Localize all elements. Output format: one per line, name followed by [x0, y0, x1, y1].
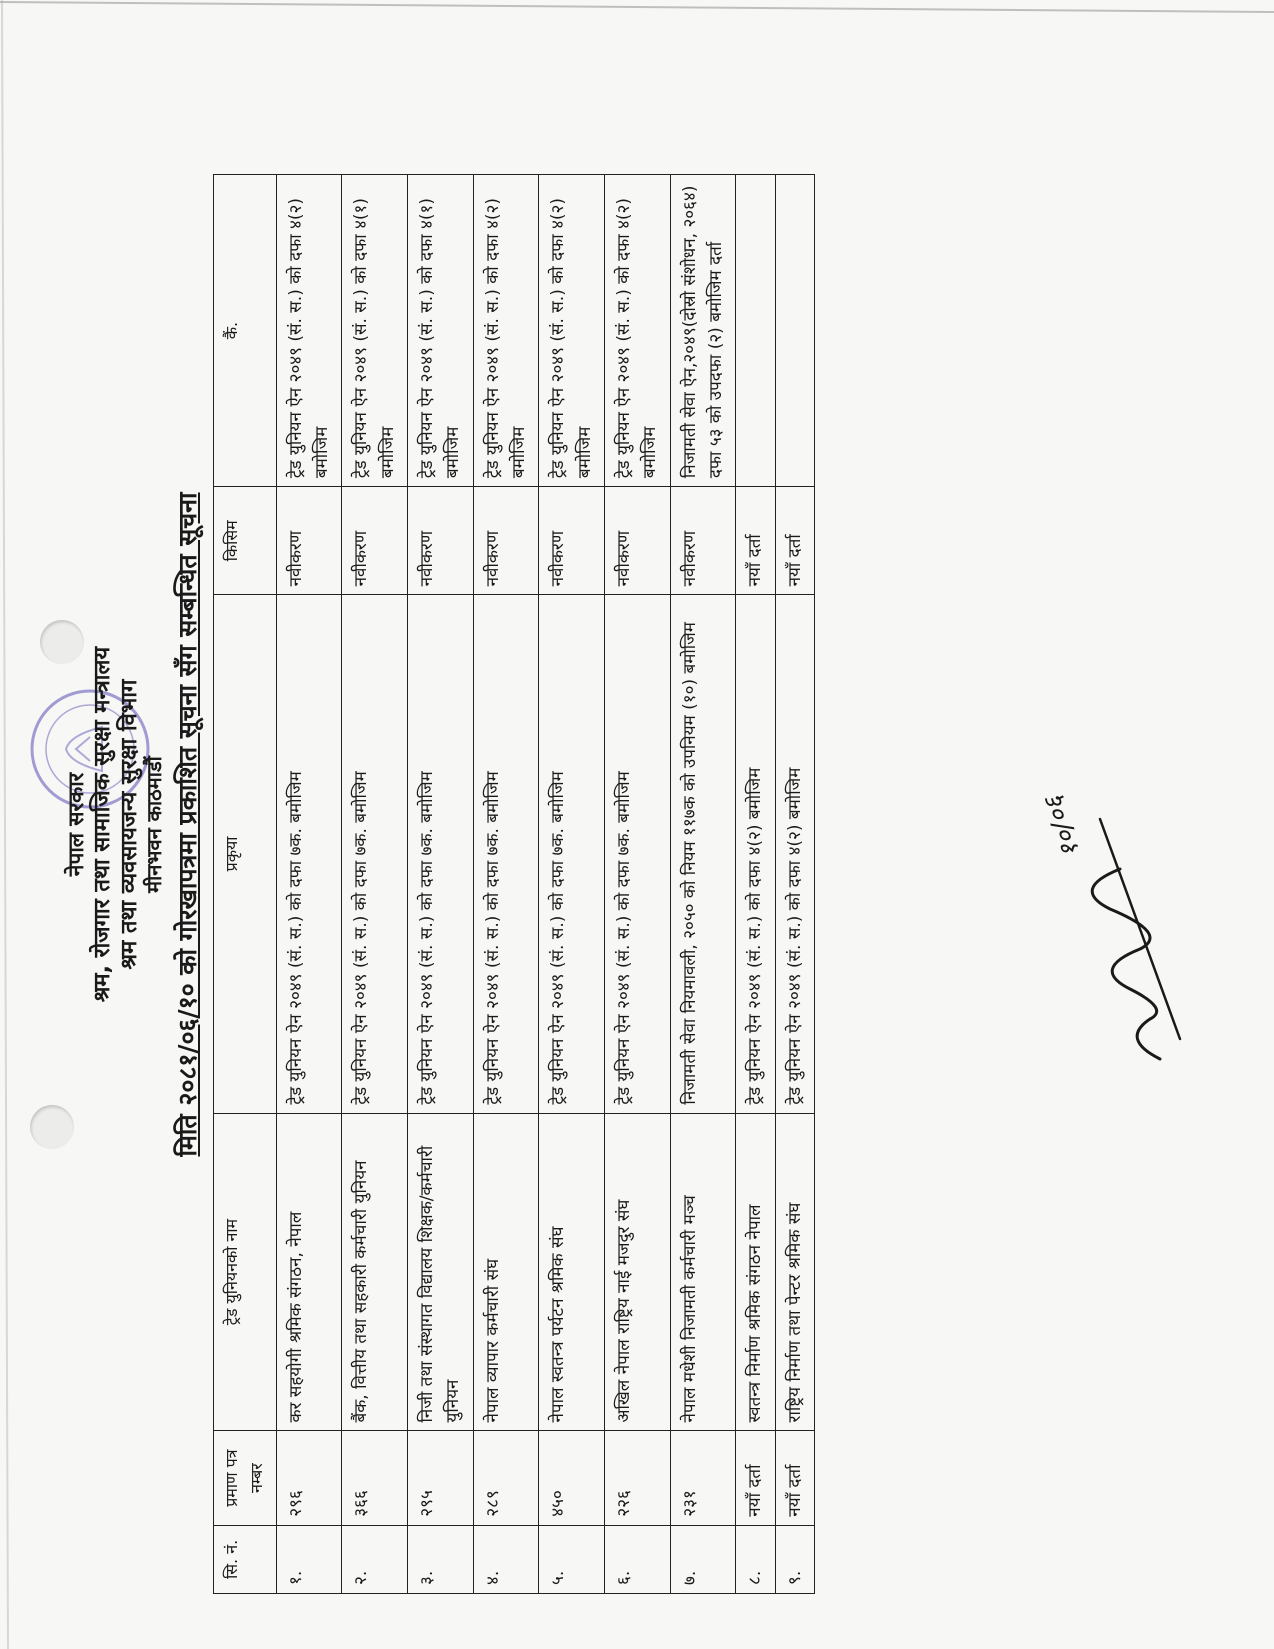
- certificate-number-cell: २९६: [276, 1431, 342, 1525]
- table-row: [407, 175, 473, 1594]
- union-name-cell: नेपाल मधेशी निजामती कर्मचारी मञ्च: [670, 1113, 736, 1431]
- serial-number-cell: ३.: [407, 1525, 473, 1593]
- process-cell: निजामती सेवा नियमावली, २०५० को नियम ११७क को उपनियम (१०) बमोजिम: [670, 595, 736, 1113]
- certificate-number-cell: २३१: [670, 1431, 736, 1525]
- serial-number-cell: ४.: [473, 1525, 539, 1593]
- type-cell: नवीकरण: [342, 487, 408, 595]
- table-row: [473, 175, 539, 1594]
- process-cell: ट्रेड युनियन ऐन २०४९ (सं. स.) को दफा ४(२) बमोजिम: [775, 595, 814, 1113]
- process-cell: ट्रेड युनियन ऐन २०४९ (सं. स.) को दफा ७क. बमोजिम: [342, 595, 408, 1113]
- union-name-cell: अखिल नेपाल राष्ट्रिय नाई मजदुर संघ: [605, 1113, 671, 1431]
- certificate-number-cell: २२६: [605, 1431, 671, 1525]
- remarks-cell: निजामती सेवा ऐन,२०४९(दोस्रो संशोधन, २०६४) दफा ५३ को उपदफा (२) बमोजिम दर्ता: [670, 175, 736, 487]
- remarks-cell: ट्रेड युनियन ऐन २०४९ (सं. स.) को दफा ४(२) बमोजिम: [276, 175, 342, 487]
- serial-number-cell: ९.: [775, 1525, 814, 1593]
- type-cell: नवीकरण: [276, 487, 342, 595]
- union-name-cell: नेपाल व्यापार कर्मचारी संघ: [473, 1113, 539, 1431]
- remarks-cell: ट्रेड युनियन ऐन २०४९ (सं. स.) को दफा ४(२) बमोजिम: [473, 175, 539, 487]
- remarks-cell: ट्रेड युनियन ऐन २०४९ (सं. स.) को दफा ४(२) बमोजिम: [539, 175, 605, 487]
- column-header: सि. नं.: [214, 1525, 277, 1593]
- table-row: [605, 175, 671, 1594]
- type-cell: नयाँ दर्ता: [775, 487, 814, 595]
- certificate-number-cell: ३६६: [342, 1431, 408, 1525]
- union-name-cell: निजी तथा संस्थागत विद्यालय शिक्षक/कर्मचारी युनियन: [407, 1113, 473, 1431]
- type-cell: नयाँ दर्ता: [736, 487, 775, 595]
- signature-date: १०/०६: [1038, 792, 1087, 862]
- notice-title: मिति २०८१/०६/१० को गोरखापत्रमा प्रकाशित सूचना सँग सम्बन्धित सूचना: [173, 492, 202, 1157]
- serial-number-cell: २.: [342, 1525, 408, 1593]
- certificate-number-cell: २८९: [473, 1431, 539, 1525]
- government-name: नेपाल सरकार: [64, 772, 88, 877]
- table-row: [670, 175, 736, 1594]
- union-name-cell: राष्ट्रिय निर्माण तथा पेन्टर श्रमिक संघ: [775, 1113, 814, 1431]
- type-cell: नवीकरण: [407, 487, 473, 595]
- type-cell: नवीकरण: [605, 487, 671, 595]
- process-cell: ट्रेड युनियन ऐन २०४९ (सं. स.) को दफा ७क. बमोजिम: [605, 595, 671, 1113]
- union-name-cell: बैंक, वित्तीय तथा सहकारी कर्मचारी युनियन: [342, 1113, 408, 1431]
- serial-number-cell: ५.: [539, 1525, 605, 1593]
- certificate-number-cell: नयाँ दर्ता: [775, 1431, 814, 1525]
- column-header: ट्रेड युनियनको नाम: [214, 1113, 277, 1431]
- table-row: [539, 175, 605, 1594]
- union-name-cell: स्वतन्त्र निर्माण श्रमिक संगठन नेपाल: [736, 1113, 775, 1431]
- remarks-cell: ट्रेड युनियन ऐन २०४९ (सं. स.) को दफा ४(२) बमोजिम: [605, 175, 671, 487]
- certificate-number-cell: नयाँ दर्ता: [736, 1431, 775, 1525]
- serial-number-cell: ८.: [736, 1525, 775, 1593]
- serial-number-cell: ६.: [605, 1525, 671, 1593]
- column-header: प्रमाण पत्र नम्बर: [214, 1431, 277, 1525]
- process-cell: ट्रेड युनियन ऐन २०४९ (सं. स.) को दफा ४(२) बमोजिम: [736, 595, 775, 1113]
- table-row: [342, 175, 408, 1594]
- process-cell: ट्रेड युनियन ऐन २०४९ (सं. स.) को दफा ७क. बमोजिम: [473, 595, 539, 1113]
- trade-union-table: [213, 174, 815, 1594]
- process-cell: ट्रेड युनियन ऐन २०४९ (सं. स.) को दफा ७क. बमोजिम: [539, 595, 605, 1113]
- certificate-number-cell: ४५०: [539, 1431, 605, 1525]
- certificate-number-cell: २९५: [407, 1431, 473, 1525]
- remarks-cell: ट्रेड युनियन ऐन २०४९ (सं. स.) को दफा ४(१) बमोजिम: [407, 175, 473, 487]
- serial-number-cell: ७.: [670, 1525, 736, 1593]
- table-body: [276, 175, 815, 1594]
- table-row: [276, 175, 342, 1594]
- process-cell: ट्रेड युनियन ऐन २०४९ (सं. स.) को दफा ७क. बमोजिम: [276, 595, 342, 1113]
- union-name-cell: नेपाल स्वतन्त्र पर्यटन श्रमिक संघ: [539, 1113, 605, 1431]
- handwritten-signature: [1010, 759, 1210, 1079]
- remarks-cell: [775, 175, 814, 487]
- table-header-row: [214, 175, 277, 1594]
- remarks-cell: [736, 175, 775, 487]
- office-location: मीनभवन काठमाडौं: [142, 756, 166, 893]
- ministry-name: श्रम, रोजगार तथा सामाजिक सुरक्षा मन्त्रालय: [90, 646, 115, 1003]
- table-row: [775, 175, 814, 1594]
- serial-number-cell: १.: [276, 1525, 342, 1593]
- table-row: [736, 175, 775, 1594]
- column-header: किसिम: [214, 487, 277, 595]
- type-cell: नवीकरण: [539, 487, 605, 595]
- union-name-cell: कर सहयोगी श्रमिक संगठन, नेपाल: [276, 1113, 342, 1431]
- remarks-cell: ट्रेड युनियन ऐन २०४९ (सं. स.) को दफा ४(१) बमोजिम: [342, 175, 408, 487]
- process-cell: ट्रेड युनियन ऐन २०४९ (सं. स.) को दफा ७क. बमोजिम: [407, 595, 473, 1113]
- type-cell: नवीकरण: [670, 487, 736, 595]
- type-cell: नवीकरण: [473, 487, 539, 595]
- department-name: श्रम तथा व्यवसायजन्य सुरक्षा विभाग: [117, 679, 142, 970]
- column-header: प्रकृया: [214, 595, 277, 1113]
- column-header: कैं.: [214, 175, 277, 487]
